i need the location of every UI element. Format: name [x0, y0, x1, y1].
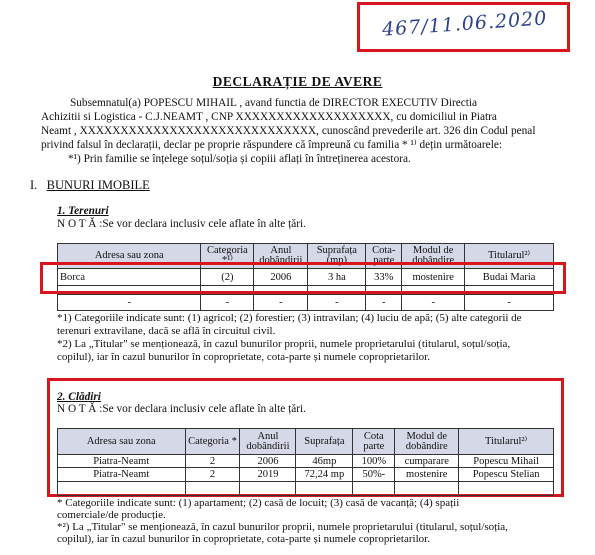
handwritten-registration-number: 467/11.06.2020 [381, 7, 549, 41]
intro-line-2: Achizitii si Logistica - C.J.NEAMT , CNP XXXXXXXXXXXXXXXXXXX, cu domiciliul in Piatra [41, 111, 497, 123]
intro-line-5: *¹) Prin familie se înțelege soțul/soția și copiii aflați în întreținerea acestora. [68, 153, 411, 165]
cell: (2) [201, 269, 254, 286]
cladiri-note-2: comerciale/de producție. [57, 509, 166, 521]
cell: Popescu Mihail [459, 455, 554, 468]
cell: - [465, 295, 554, 311]
cell: 2 [185, 468, 240, 482]
terenuri-col-titularul: Titularul²⁾ [465, 244, 554, 269]
cell: - [201, 295, 254, 311]
cell: Borca [58, 269, 201, 286]
cladiri-note-4: copilul), iar în cazul bunurilor în coproprietate, cota-parte și numele coproprietarilor. [57, 533, 430, 545]
document-title: DECLARAȚIE DE AVERE [212, 74, 383, 89]
cladiri-col-anul: Anul dobândirii [240, 429, 296, 455]
table-row [58, 468, 554, 482]
registration-stamp-box [357, 2, 570, 52]
terenuri-col-modul: Modul de dobândire [402, 244, 465, 269]
cell: 46mp [296, 455, 353, 468]
cell: Piatra-Neamt [58, 455, 186, 468]
cladiri-col-cota: Cota parte [353, 429, 395, 455]
terenuri-col-categoria: Categoria *¹⁾ [201, 244, 254, 269]
table-row [58, 295, 554, 311]
section-title: BUNURI IMOBILE [46, 178, 150, 192]
terenuri-note-3: *2) La „Titular" se menționează, în cazul bunurilor proprii, numele proprietarului (titularul, soțul/soția, [57, 338, 511, 350]
cladiri-col-modul: Modul de dobândire [395, 429, 459, 455]
cell: 2019 [240, 468, 296, 482]
cladiri-col-titularul: Titularul²⁾ [459, 429, 554, 455]
cell: 33% [366, 269, 402, 286]
terenuri-col-adresa: Adresa sau zona [58, 244, 201, 269]
terenuri-nota: N O T Ă :Se vor declara inclusiv cele aflate în alte țări. [57, 218, 306, 230]
cell: 50%- [353, 468, 395, 482]
cell: 72,24 mp [296, 468, 353, 482]
section-heading [30, 178, 150, 193]
terenuri-col-suprafata: Suprafața (mp) [308, 244, 366, 269]
terenuri-col-anul: Anul dobândirii [254, 244, 308, 269]
cladiri-heading: 2. Clădiri [57, 391, 101, 403]
cladiri-note-3: *²) La „Titular" se menționează, în cazul bunurilor proprii, numele proprietarului (titularul, soțul/soția, [57, 521, 508, 533]
highlight-box-terenuri-row [40, 262, 566, 294]
cladiri-col-categoria: Categoria * [185, 429, 240, 455]
cell: Popescu Stelian [459, 468, 554, 482]
cell: 100% [353, 455, 395, 468]
terenuri-col-cota: Cota-parte [366, 244, 402, 269]
cell: - [308, 295, 366, 311]
cladiri-col-suprafata: Suprafața [296, 429, 353, 455]
cladiri-nota: N O T Ă :Se vor declara inclusiv cele aflate în alte țări. [57, 403, 306, 415]
table-row [58, 455, 554, 468]
terenuri-heading: 1. Terenuri [57, 205, 109, 217]
cell: Piatra-Neamt [58, 468, 186, 482]
intro-line-4: privind falsul în declarații, declar pe proprie răspundere că împreună cu familia * ¹⁾ dețin următoarele: [41, 139, 502, 151]
cell: - [58, 295, 201, 311]
cell: Budai Maria [465, 269, 554, 286]
cladiri-col-adresa: Adresa sau zona [58, 429, 186, 455]
cell: 2006 [254, 269, 308, 286]
cell: cumparare [395, 455, 459, 468]
cell: mostenire [402, 269, 465, 286]
cell: 2006 [240, 455, 296, 468]
terenuri-note-2: terenuri extravilane, dacă se află în circuitul civil. [57, 325, 276, 337]
intro-line-1: Subsemnatul(a) POPESCU MIHAIL , avand functia de DIRECTOR EXECUTIV Directia [70, 97, 478, 109]
cell: - [254, 295, 308, 311]
section-number: I. [30, 178, 38, 192]
cladiri-note-1: * Categoriile indicate sunt: (1) apartament; (2) casă de locuit; (3) casă de vacanță; (4) spații [57, 497, 460, 509]
cell: - [402, 295, 465, 311]
cell: mostenire [395, 468, 459, 482]
terenuri-note-4: copilul), iar în cazul bunurilor în coproprietate, cota-parte și numele coproprietarilor. [57, 351, 430, 363]
cladiri-table [57, 428, 554, 496]
cell: 2 [185, 455, 240, 468]
cell: - [366, 295, 402, 311]
cell: 3 ha [308, 269, 366, 286]
terenuri-note-1: *1) Categoriile indicate sunt: (1) agricol; (2) forestier; (3) intravilan; (4) luciu de apă; (5) alte categorii de [57, 312, 522, 324]
intro-line-3: Neamt , XXXXXXXXXXXXXXXXXXXXXXXXXXXXX, cunoscând prevederile art. 326 din Codul penal [41, 125, 536, 137]
